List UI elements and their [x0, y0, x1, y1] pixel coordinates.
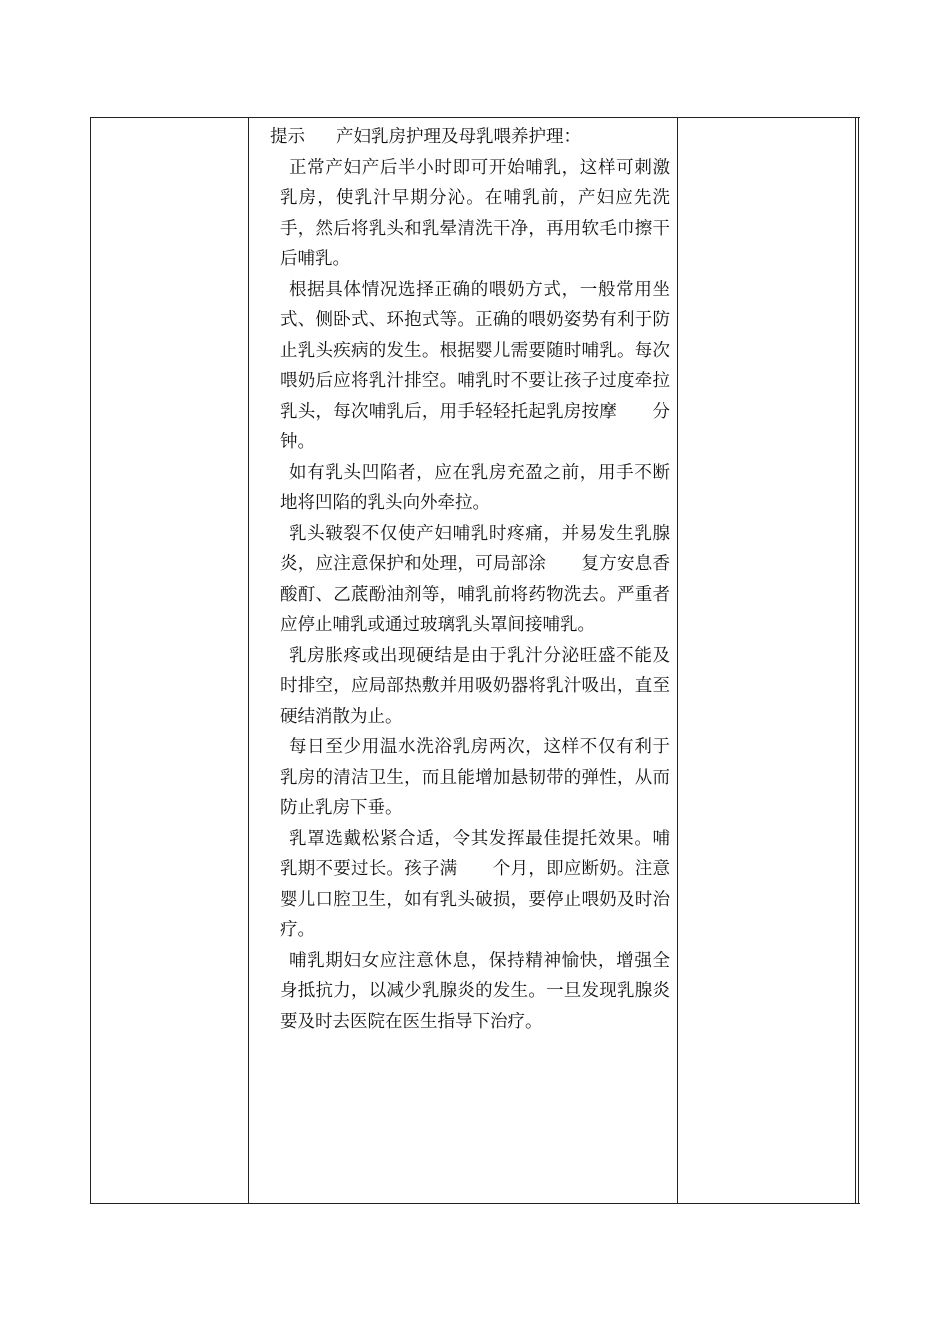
table-column-divider-right [677, 117, 678, 1204]
table-cell-left-empty [92, 119, 248, 1202]
paragraph-bra-weaning: 乳罩选戴松紧合适，令其发挥最佳提托效果。哺乳期不要过长。孩子满 个月，即应断奶。注意婴儿口腔卫生，如有乳头破损，要停止喂奶及时治疗。 [280, 828, 670, 940]
paragraph-washing: 每日至少用温水洗浴乳房两次，这样不仅有利于乳房的清洁卫生，而且能增加悬韧带的弹性，从而防止乳房下垂。 [280, 737, 670, 818]
section-heading [270, 122, 670, 153]
table-column-divider-left [248, 117, 249, 1204]
table-right-border-inner [855, 117, 856, 1204]
heading-label: 提示 [270, 127, 305, 147]
paragraph-rest-mastitis: 哺乳期妇女应注意休息，保持精神愉快，增强全身抵抗力，以减少乳腺炎的发生。一旦发现乳腺炎要及时去医院在医生指导下治疗。 [280, 950, 670, 1032]
paragraph-inverted-nipple: 如有乳头凹陷者，应在乳房充盈之前，用手不断地将凹陷的乳头向外牵拉。 [280, 462, 670, 513]
paragraph-feeding-posture: 根据具体情况选择正确的喂奶方式，一般常用坐式、侧卧式、环抱式等。正确的喂奶姿势有利于防止乳头疾病的发生。根据婴儿需要随时哺乳。每次喂奶后应将乳汁排空。哺乳时不要让孩子过度牵拉乳头，每次哺乳后，用手轻轻托起乳房按摩 分钟。 [280, 279, 670, 452]
table-right-border-outer [858, 117, 859, 1204]
table-cell-right-empty [679, 119, 855, 1202]
paragraph-cracked-nipple: 乳头皲裂不仅使产妇哺乳时疼痛，并易发生乳腺炎，应注意保护和处理，可局部涂 复方安息香酸酊、乙菧酚油剂等，哺乳前将药物洗去。严重者应停止哺乳或通过玻璃乳头罩间接哺乳。 [280, 523, 670, 635]
paragraph-engorgement: 乳房胀疼或出现硬结是由于乳汁分泌旺盛不能及时排空，应局部热敷并用吸奶器将乳汁吸出，直至硬结消散为止。 [280, 645, 670, 727]
heading-title: 产妇乳房护理及母乳喂养护理： [336, 127, 581, 147]
paragraph-early-feeding: 正常产妇产后半小时即可开始哺乳，这样可刺激乳房，使乳汁早期分沁。在哺乳前，产妇应先洗手，然后将乳头和乳晕清洗干净，再用软毛巾擦干后哺乳。 [280, 157, 670, 269]
table-cell-content [270, 122, 670, 1037]
